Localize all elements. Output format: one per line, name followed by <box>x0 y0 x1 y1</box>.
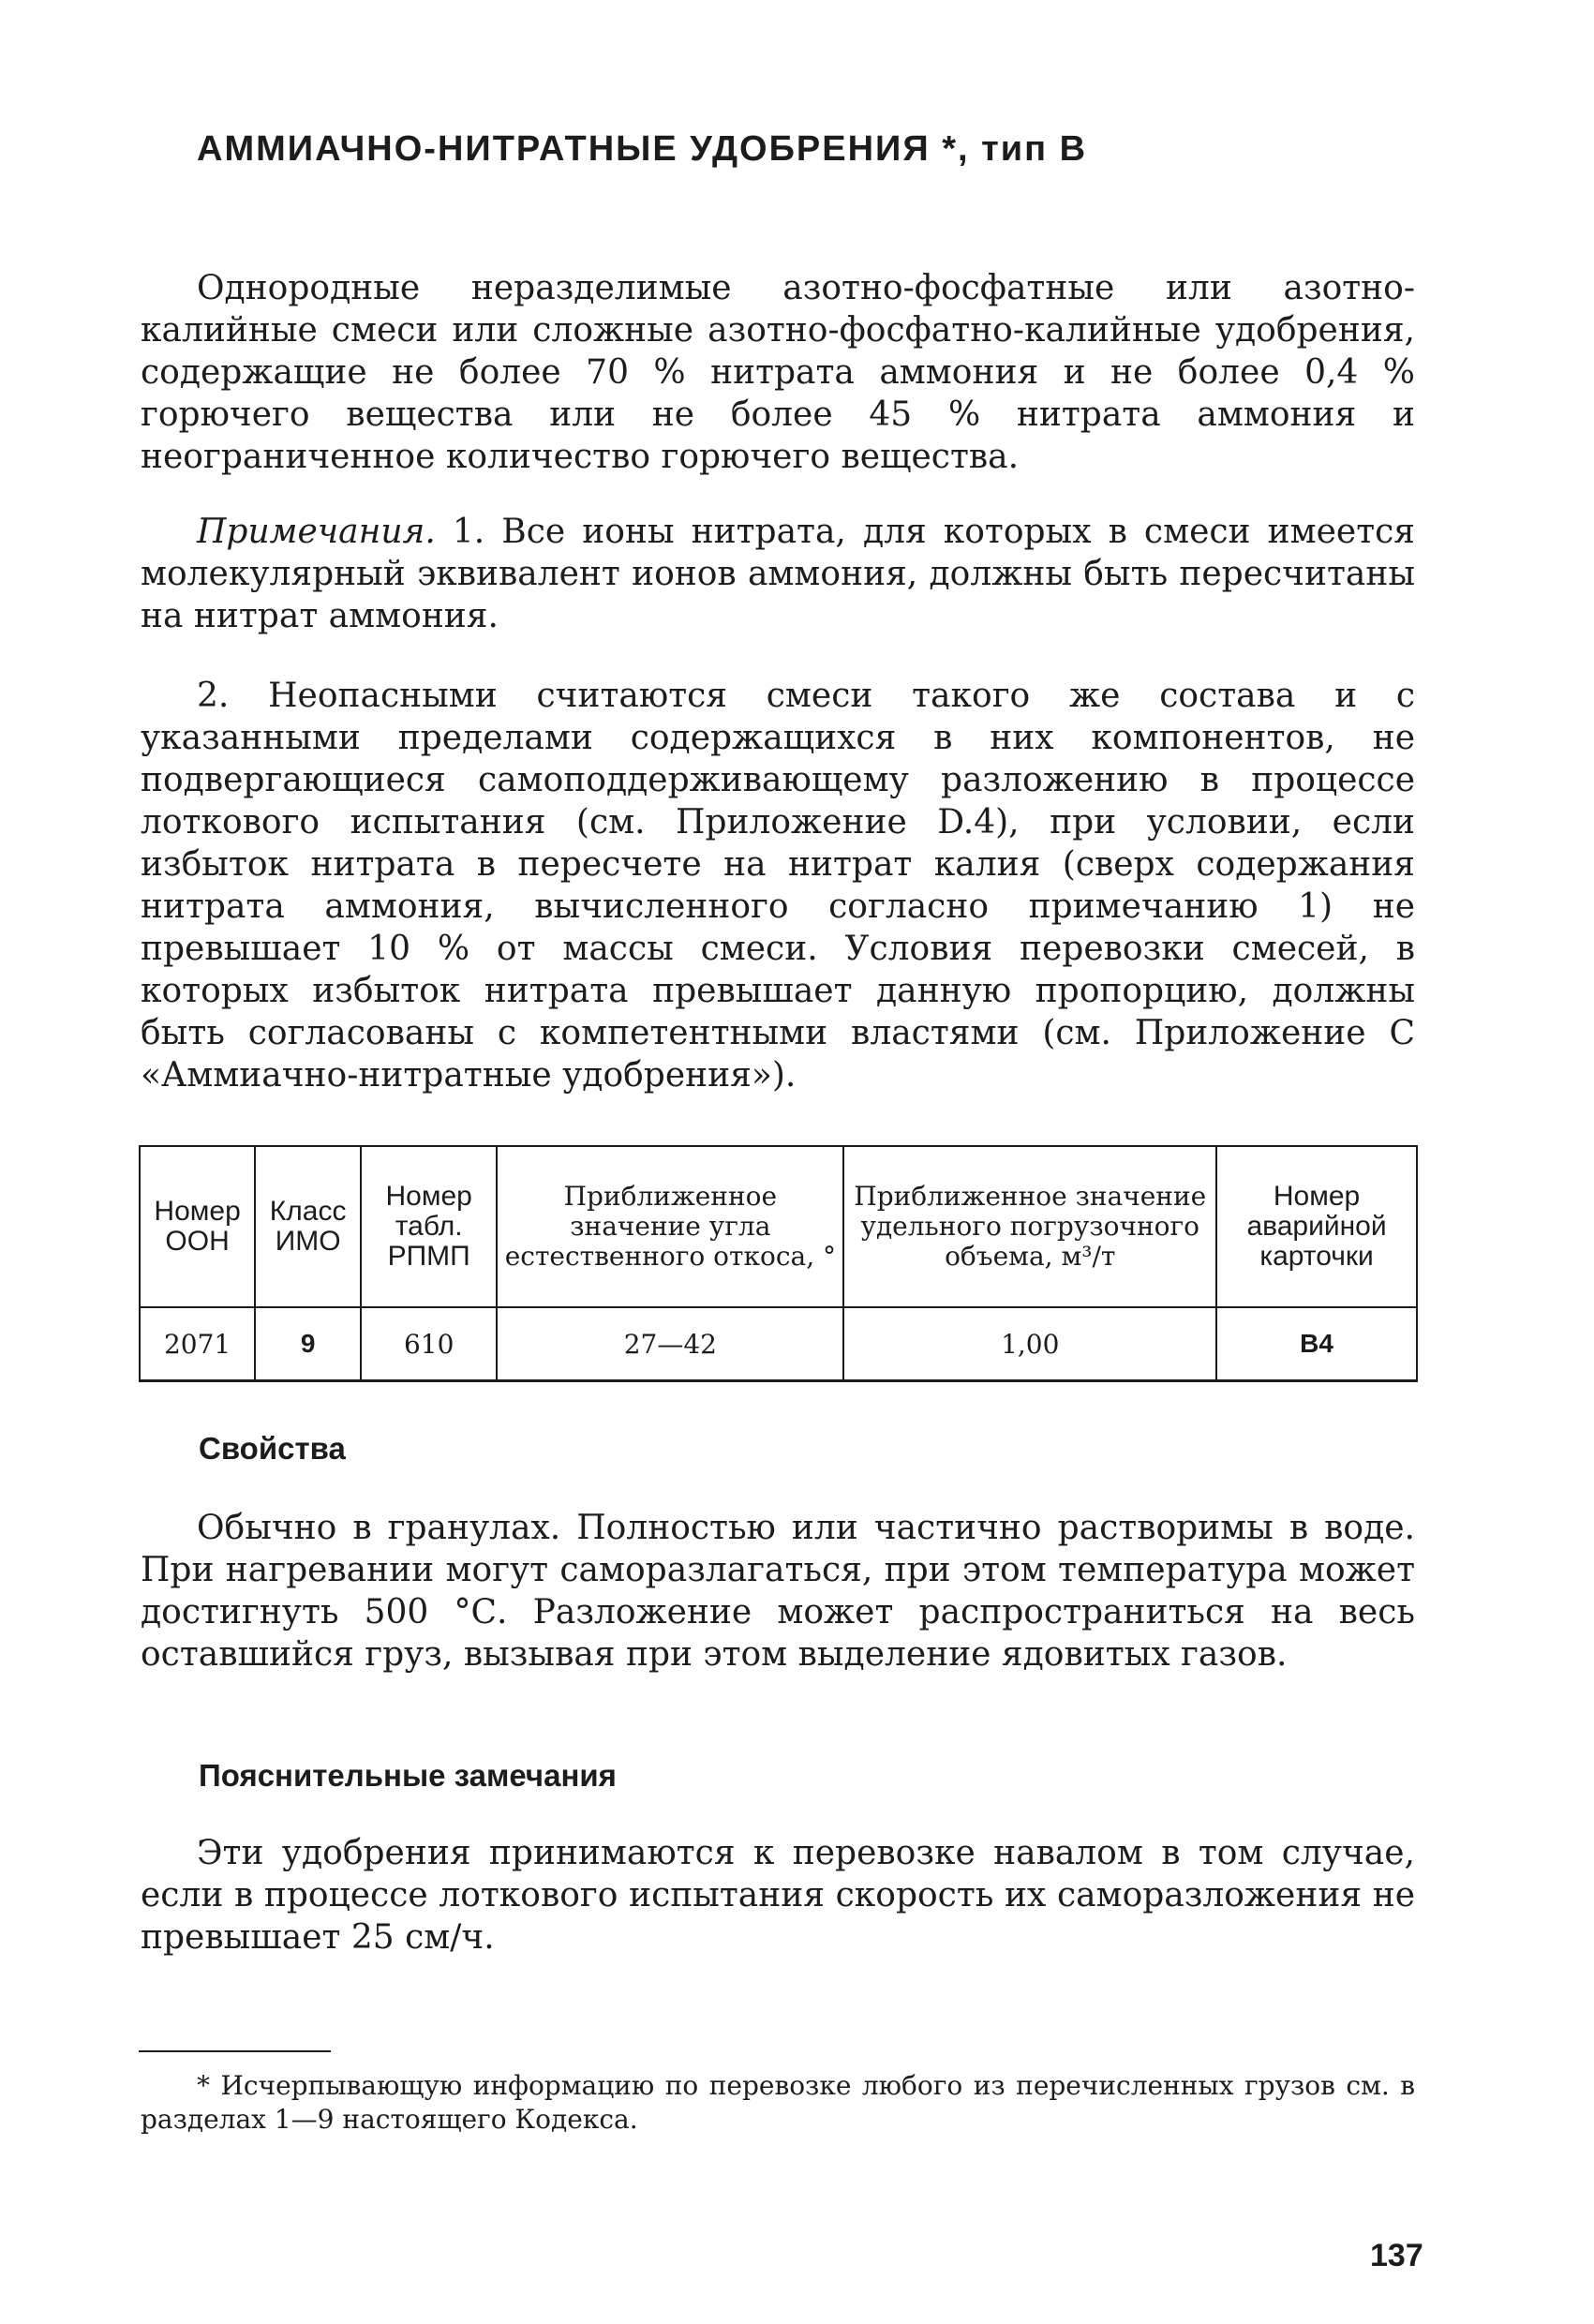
header-un-number: Номер ООН <box>140 1146 255 1307</box>
footnote-divider <box>139 2050 331 2052</box>
note-1-text: 1. Все ионы нитрата, для которых в смеси имеется молекулярный эквивалент ионов аммония, должны быть пересчитаны на нитрат аммония. <box>141 513 1415 635</box>
notes-label: Примечания. <box>197 513 436 551</box>
properties-paragraph: Обычно в гранулах. Полностью или частично растворимы в воде. При нагревании могут саморазлагаться, при этом температура может достигнуть 500 °С. Разложение может распространиться на весь оставшийся груз, вызывая при этом выделение ядовитых газов. <box>141 1509 1415 1674</box>
header-stowage-factor: Приближенное значение удельного погрузочного объема, м³/т <box>843 1146 1216 1307</box>
page-number: 137 <box>1370 2238 1423 2273</box>
intro-paragraph: Однородные неразделимые азотно-фосфатные или азотно-калийные смеси или сложные азотно-фосфатно-калийные удобрения, содержащие не более 70 % нитрата аммония и не более 0,4 % горючего вещества или не более 45 % нитрата аммония и неограниченное количество горючего вещества. <box>141 269 1415 476</box>
header-imo-class: Класс ИМО <box>255 1146 361 1307</box>
note-1-paragraph <box>141 511 1415 637</box>
cargo-table <box>139 1145 1418 1382</box>
properties-heading: Свойства <box>199 1431 346 1466</box>
cell-emergency-card: B4 <box>1216 1307 1417 1381</box>
cell-un-number: 2071 <box>140 1307 255 1381</box>
header-emergency-card: Номер аварийной карточки <box>1216 1146 1417 1307</box>
page-title: АММИАЧНО-НИТРАТНЫЕ УДОБРЕНИЯ *, тип В <box>197 129 1088 169</box>
explanatory-heading: Пояснительные замечания <box>199 1758 617 1793</box>
table-row <box>140 1307 1417 1381</box>
note-2-paragraph: 2. Неопасными считаются смеси такого же состава и с указанными пределами содержащихся в них компонентов, не подвергающиеся самоподдерживающему разложению в процессе лоткового испытания (см. Приложение D.4), при условии, если избыток нитрата в пересчете на нитрат калия (сверх содержания нитрата аммония, вычисленного согласно примечанию 1) не превышает 10 % от массы смеси. Условия перевозки смесей, в которых избыток нитрата превышает данную пропорцию, должны быть согласованы с компетентными властями (см. Приложение С «Аммиачно-нитратные удобрения»). <box>141 677 1415 1095</box>
cell-table-number: 610 <box>361 1307 497 1381</box>
header-angle-of-repose: Приближенное значение угла естественного откоса, ° <box>497 1146 843 1307</box>
footnote: * Исчерпывающую информацию по перевозке любого из перечисленных грузов см. в разделах 1—9 настоящего Кодекса. <box>141 2070 1415 2135</box>
cell-angle-of-repose: 27—42 <box>497 1307 843 1381</box>
table-header-row <box>140 1146 1417 1307</box>
explanatory-paragraph: Эти удобрения принимаются к перевозке навалом в том случае, если в процессе лоткового испытания скорость их саморазложения не превышает 25 см/ч. <box>141 1834 1415 1957</box>
cell-stowage-factor: 1,00 <box>843 1307 1216 1381</box>
cell-imo-class: 9 <box>255 1307 361 1381</box>
header-table-number: Номер табл. РПМП <box>361 1146 497 1307</box>
